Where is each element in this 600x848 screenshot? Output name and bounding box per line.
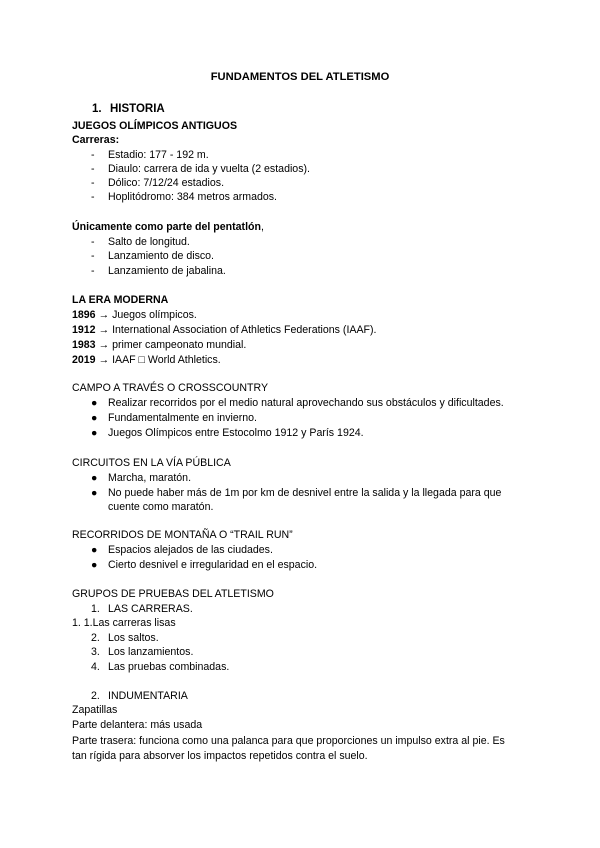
list-item: Lanzamiento de jabalina.	[108, 265, 226, 277]
timeline-text: → IAAF □ World Athletics.	[98, 354, 221, 366]
list-item: Espacios alejados de las ciudades.	[108, 544, 273, 556]
list-number: 3.	[91, 646, 100, 658]
list-item: Fundamentalmente en invierno.	[108, 412, 257, 424]
montana-heading: RECORRIDOS DE MONTAÑA O “TRAIL RUN”	[72, 529, 293, 541]
bullet-marker: ●	[91, 412, 98, 424]
bullet-marker: ●	[91, 559, 98, 571]
list-item: Diaulo: carrera de ida y vuelta (2 estadios).	[108, 163, 310, 175]
trasera-text-continuation: tan rígida para absorver los impactos repetidos contra el suelo.	[72, 750, 368, 762]
timeline-year: 1983	[72, 339, 96, 351]
list-number: 2.	[91, 632, 100, 644]
list-item: Realizar recorridos por el medio natural aprovechando sus obstáculos y dificultades.	[108, 397, 504, 409]
dash-marker: -	[91, 236, 95, 248]
timeline-item	[72, 309, 197, 322]
bullet-marker: ●	[91, 487, 98, 499]
list-item: Lanzamiento de disco.	[108, 250, 215, 262]
bullet-marker: ●	[91, 472, 98, 484]
bullet-marker: ●	[91, 397, 98, 409]
trasera-text: Parte trasera: funciona como una palanca para que proporciones un impulso extra al pie. Es	[72, 735, 505, 747]
timeline-year: 1912	[72, 324, 96, 336]
sub-list-item: 1. 1.Las carreras lisas	[72, 617, 176, 629]
bullet-marker: ●	[91, 544, 98, 556]
timeline-text: → Juegos olímpicos.	[98, 309, 197, 321]
pentatlon-label: Únicamente como parte del pentatlón	[72, 221, 261, 233]
timeline-text: → International Association of Athletics Federations (IAAF).	[98, 324, 377, 336]
dash-marker: -	[91, 191, 95, 203]
dash-marker: -	[91, 149, 95, 161]
list-item: Cierto desnivel e irregularidad en el espacio.	[108, 559, 318, 571]
document-title: FUNDAMENTOS DEL ATLETISMO	[210, 71, 390, 83]
list-item: Hoplitódromo: 384 metros armados.	[108, 191, 277, 203]
timeline-text: → primer campeonato mundial.	[98, 339, 247, 351]
zapatillas-label: Zapatillas	[72, 704, 118, 716]
list-item: Salto de longitud.	[108, 236, 190, 248]
timeline-item	[72, 339, 246, 352]
list-item: Marcha, maratón.	[108, 472, 192, 484]
pentatlon-comma: ,	[260, 221, 264, 233]
timeline-year: 2019	[72, 354, 96, 366]
campo-heading: CAMPO A TRAVÉS O CROSSCOUNTRY	[72, 382, 269, 394]
timeline-year: 1896	[72, 309, 96, 321]
indumentaria-heading: INDUMENTARIA	[108, 690, 188, 702]
delantera-text: Parte delantera: más usada	[72, 719, 203, 731]
grupos-heading: GRUPOS DE PRUEBAS DEL ATLETISMO	[72, 588, 274, 600]
juegos-antiguos-heading: JUEGOS OLÍMPICOS ANTIGUOS	[72, 120, 238, 132]
circuitos-heading: CIRCUITOS EN LA VÍA PÚBLICA	[72, 457, 231, 469]
list-item: Dólico: 7/12/24 estadios.	[108, 177, 225, 189]
timeline-item	[72, 354, 221, 367]
dash-marker: -	[91, 177, 95, 189]
list-number: 2.	[91, 690, 100, 702]
list-item-continuation: cuente como maratón.	[108, 501, 214, 513]
carreras-label: Carreras:	[72, 134, 120, 146]
timeline-item	[72, 324, 376, 337]
dash-marker: -	[91, 163, 95, 175]
pentatlon-line	[72, 221, 264, 234]
historia-number: 1.	[92, 103, 102, 115]
list-item: LAS CARRERAS.	[108, 603, 193, 615]
bullet-marker: ●	[91, 427, 98, 439]
list-item: Los lanzamientos.	[108, 646, 194, 658]
list-number: 1.	[91, 603, 100, 615]
historia-heading: HISTORIA	[110, 103, 165, 115]
dash-marker: -	[91, 265, 95, 277]
list-item: No puede haber más de 1m por km de desnivel entre la salida y la llegada para que	[108, 487, 502, 499]
list-item: Estadio: 177 - 192 m.	[108, 149, 209, 161]
era-moderna-heading: LA ERA MODERNA	[72, 294, 169, 306]
dash-marker: -	[91, 250, 95, 262]
list-number: 4.	[91, 661, 100, 673]
list-item: Los saltos.	[108, 632, 159, 644]
list-item: Las pruebas combinadas.	[108, 661, 230, 673]
list-item: Juegos Olímpicos entre Estocolmo 1912 y París 1924.	[108, 427, 364, 439]
